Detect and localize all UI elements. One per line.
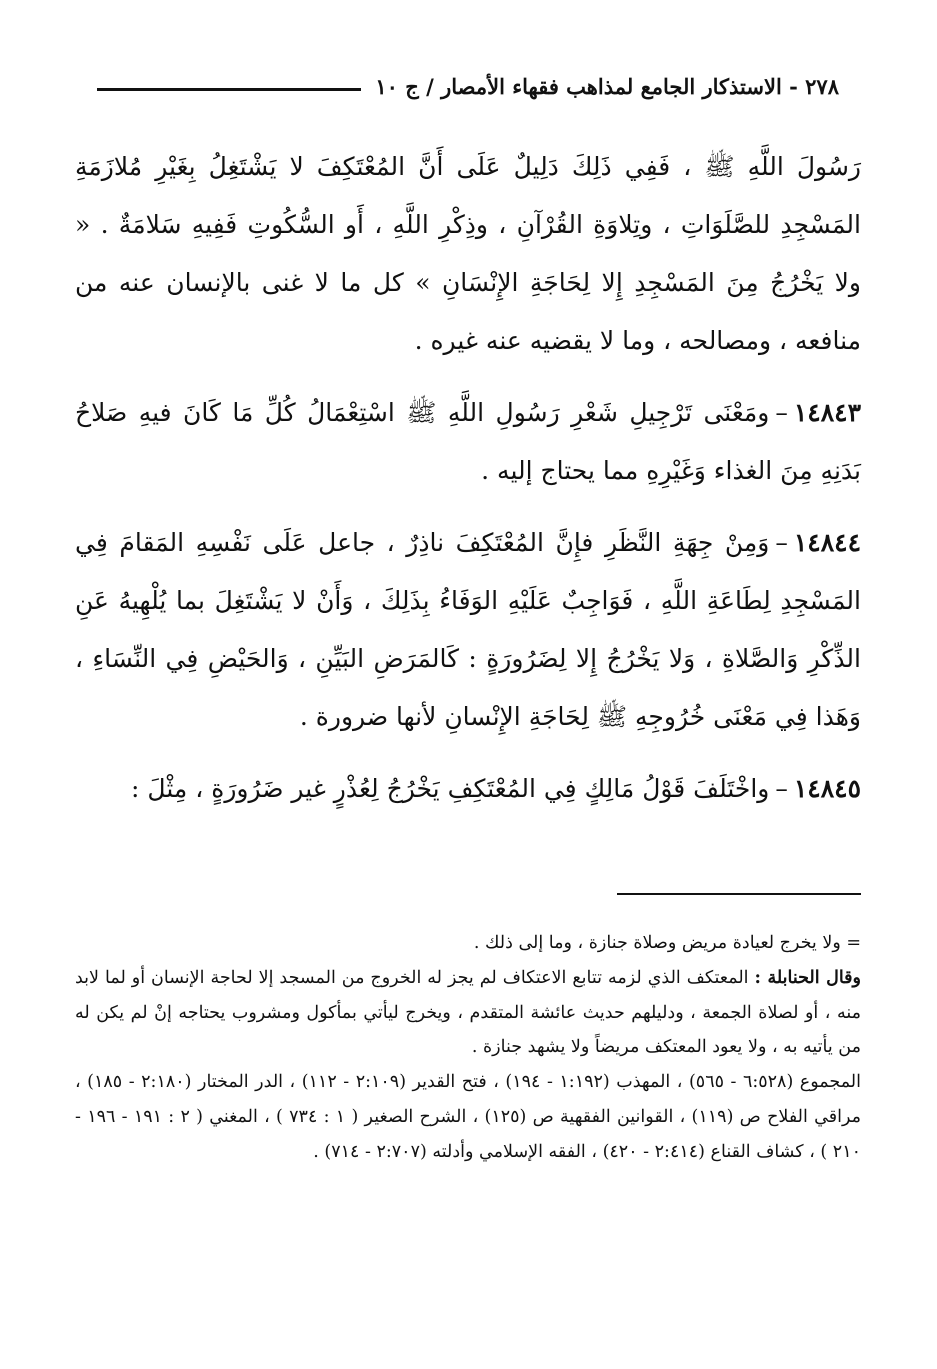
main-body — [75, 138, 861, 832]
paragraph-14844: ١٤٨٤٤–وَمِنْ جِهَةِ النَّظَرِ فإِنَّ المُعْتَكِفَ ناذِرٌ ، جاعل عَلَى نَفْسِهِ المَقامَ فِي المَسْجِدِ لِطَاعَةِ اللَّهِ ، فَوَاجِبٌ عَلَيْهِ الوَفَاءُ بِذَلِكَ ، وَأَنْ لا يَشْتَغِلَ بما يُلْهِيهُ عَنِ الذِّكْرِ وَالصَّلاةِ ، وَلا يَخْرُجُ إِلا لِضَرُورَةٍ : كَالمَرَضِ البَيِّنِ ، وَالحَيْضِ فِي النِّسَاءِ ، وَهَذا فِي مَعْنَى خُرُوجِهِ ﷺ لِحَاجَةِ الإِنْسانِ لأنها ضرورة . — [75, 528, 861, 731]
footnote-text: المجموع (٦:٥٢٨ - ٥٦٥) ، المهذب (١:١٩٢ - ١٩٤) ، فتح القدير (٢:١٠٩ - ١١٢) ، الدر المختار (٢:١٨٠ - ١٨٥) ، مراقي الفلاح ص (١١٩) ، القوانين الفقهية ص (١٢٥) ، الشرح الصغير ( ١ : ٧٣٤ ) ، المغني ( ٢ : ١٩١ - ١٩٦ - ٢١٠ ) ، كشاف القناع (٢:٤١٤ - ٤٢٠) ، الفقه الإسلامي وأدلته (٢:٧٠٧ - ٧١٤) . — [75, 1072, 862, 1162]
paragraph-text: رَسُولَ اللَّهِ ﷺ ، فَفِي ذَلِكَ دَلِيلٌ عَلَى أَنَّ المُعْتَكِفَ لا يَشْتَغِلُ بِغَيْرِ مُلازَمَةِ المَسْجِدِ للصَّلَوَاتِ ، وتِلاوَةِ القُرْآنِ ، وذِكْرِ اللَّهِ ، أَو السُّكُوتِ فَفِيهِ سَلامَةٌ . « ولا يَخْرُجُ مِنَ المَسْجِدِ إِلا لِحَاجَةِ الإِنْسَانِ » كل ما لا غنى بالإنسان عنه من منافعه ، ومصالحه ، وما لا يقضيه عنه غيره . — [75, 152, 861, 355]
paragraph-number: ١٤٨٤٥ — [793, 774, 861, 803]
footnote-text: المعتكف الذي لزمه تتابع الاعتكاف لم يجز له الخروج من المسجد إلا لحاجة الإنسان أو لما لابد منه ، أو لصلاة الجمعة ، ودليلهم حديث عائشة المتقدم ، ويخرج ليأتي بمأكول ومشروب يحتاجه إنْ لم يكن له من يأتيه به ، ولا يعود المعتكف مريضاً ولا يشهد جنازة . — [75, 967, 861, 1058]
paragraph-14843: ١٤٨٤٣–ومَعْنَى تَرْجِيلِ شَعْرِ رَسُولِ اللَّهِ ﷺ اسْتِعْمَالُ كُلِّ مَا كَانَ فيهِ صَلاحُ بَدَنِهِ مِنَ الغذاء وَغَيْرِهِ مما يحتاج إليه . — [75, 398, 861, 485]
paragraph-text: ومَعْنَى تَرْجِيلِ شَعْرِ رَسُولِ اللَّهِ ﷺ اسْتِعْمَالُ كُلِّ مَا كَانَ فيهِ صَلاحُ بَدَنِهِ مِنَ الغذاء وَغَيْرِهِ مما يحتاج إليه . — [75, 398, 861, 485]
footnote-text: = ولا يخرج لعيادة مريض وصلاة جنازة ، وما إلى ذلك . — [473, 933, 861, 953]
page-number: ٢٧٨ — [805, 73, 839, 99]
footnote-line — [75, 1065, 861, 1169]
footnotes — [75, 926, 861, 1170]
paragraph-number: ١٤٨٤٣ — [793, 398, 861, 427]
paragraph-continuation — [75, 138, 861, 370]
running-header — [97, 66, 839, 106]
header-rule — [97, 88, 361, 91]
footnote-lead: وقال الحنابلة : — [754, 967, 861, 988]
header-text: ٢٧٨ - الاستذكار الجامع لمذاهب فقهاء الأمصار / ج ١٠ — [375, 73, 839, 99]
footnote-separator — [617, 893, 861, 895]
paragraph-number: ١٤٨٤٤ — [793, 528, 861, 557]
paragraph-14845: ١٤٨٤٥–واخْتَلَفَ قَوْلُ مَالِكٍ فِي المُعْتَكِفِ يَخْرُجُ لِعُذْرٍ غير ضَرُورَةٍ ، مِثْلَ : — [131, 774, 861, 803]
footnote-line — [75, 961, 861, 1065]
footnote-line — [75, 926, 861, 961]
paragraph-text: واخْتَلَفَ قَوْلُ مَالِكٍ فِي المُعْتَكِفِ يَخْرُجُ لِعُذْرٍ غير ضَرُورَةٍ ، مِثْلَ : — [131, 774, 770, 803]
book-title: الاستذكار الجامع لمذاهب فقهاء الأمصار / ج ١٠ — [375, 73, 782, 99]
paragraph-text: وَمِنْ جِهَةِ النَّظَرِ فإِنَّ المُعْتَكِفَ ناذِرٌ ، جاعل عَلَى نَفْسِهِ المَقامَ فِي المَسْجِدِ لِطَاعَةِ اللَّهِ ، فَوَاجِبٌ عَلَيْهِ الوَفَاءُ بِذَلِكَ ، وَأَنْ لا يَشْتَغِلَ بما يُلْهِيهُ عَنِ الذِّكْرِ وَالصَّلاةِ ، وَلا يَخْرُجُ إِلا لِضَرُورَةٍ : كَالمَرَضِ البَيِّنِ ، وَالحَيْضِ فِي النِّسَاءِ ، وَهَذا فِي مَعْنَى خُرُوجِهِ ﷺ لِحَاجَةِ الإِنْسانِ لأنها ضرورة . — [75, 528, 861, 731]
